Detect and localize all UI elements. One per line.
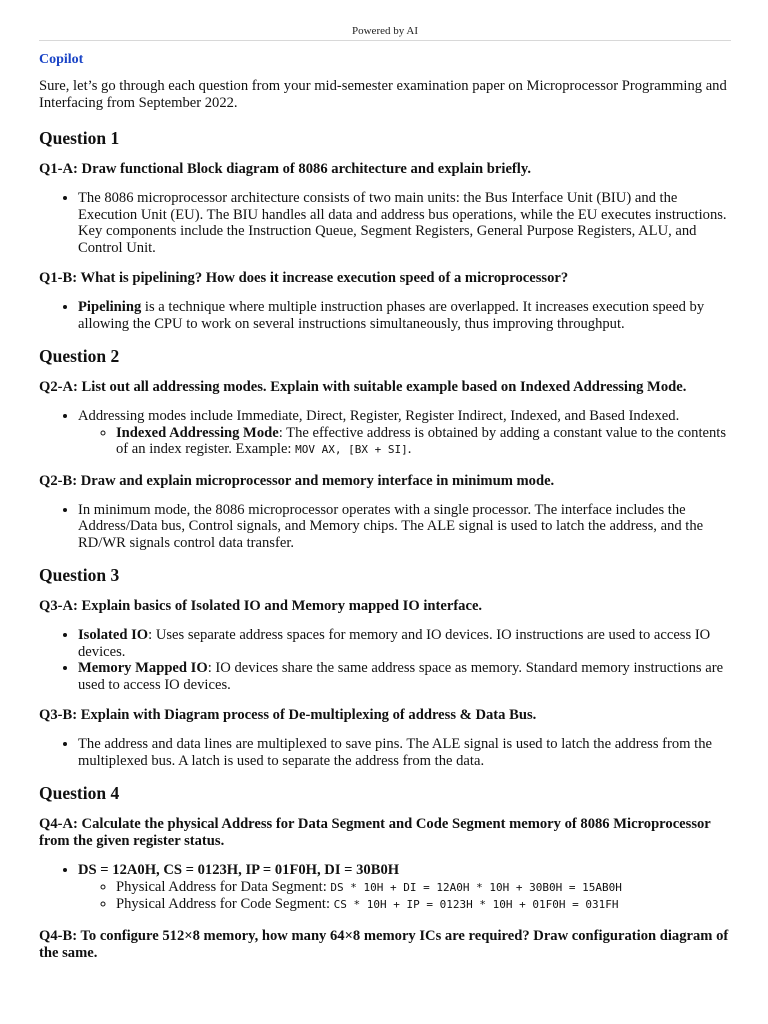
list-item xyxy=(78,408,731,459)
list-item-text: is a technique where multiple instruction phases are overlapped. It increases execution speed by allowing the CPU to work on several instructions simultaneously, thus improving throughput. xyxy=(78,299,705,332)
q1b-heading: Q1-B: What is pipelining? How does it increase execution speed of a microprocessor? xyxy=(39,270,569,286)
question-1-heading: Question 1 xyxy=(39,128,120,148)
q2a-answer-list xyxy=(39,408,731,459)
sender-name: Copilot xyxy=(39,52,84,67)
chat-response xyxy=(39,52,731,974)
intro-paragraph: Sure, let’s go through each question from your mid-semester examination paper on Microprocessor Programming and Interfacing from September 2022. xyxy=(39,78,727,111)
q3b-heading: Q3-B: Explain with Diagram process of De-multiplexing of address & Data Bus. xyxy=(39,707,537,723)
q3b-answer-list xyxy=(39,736,731,769)
sub-list-item xyxy=(116,879,731,897)
q1a-heading: Q1-A: Draw functional Block diagram of 8086 architecture and explain briefly. xyxy=(39,161,531,177)
term-pipelining: Pipelining xyxy=(78,299,142,315)
sub-list-item-text: : The effective address is obtained by adding a constant value to the contents of an index register. Example: xyxy=(116,424,727,457)
powered-by-label: Powered by AI xyxy=(352,25,418,37)
list-item: • The 8086 microprocessor architecture consists of two main units: the Bus Interface Unit (BIU) and the Execution Unit (EU). The BIU handles all data and address bus operations, while the EU executes instructions. Key components include the Instruction Queue, Segment Registers, General Purpose Registers, ALU, and Control Unit. xyxy=(78,190,731,256)
code-formula: DS * 10H + DI = 12A0H * 10H + 30B0H = 15AB0H xyxy=(330,880,622,894)
code-example: MOV AX, [BX + SI] xyxy=(295,443,408,456)
q2a-sub-list xyxy=(78,425,731,459)
page-header xyxy=(39,0,731,41)
question-4-heading: Question 4 xyxy=(39,783,120,803)
q4b-heading: Q4-B: To configure 512×8 memory, how many 64×8 memory ICs are required? Draw configuration diagram of the same. xyxy=(39,927,729,961)
term-indexed-addressing: Indexed Addressing Mode xyxy=(116,424,279,441)
q2b-heading: Q2-B: Draw and explain microprocessor and memory interface in minimum mode. xyxy=(39,472,555,489)
q4a-sub-list xyxy=(78,879,731,914)
sub-list-item-text: Physical Address for Code Segment: xyxy=(116,896,334,912)
register-values: DS = 12A0H, CS = 0123H, IP = 01F0H, DI = 30B0H xyxy=(78,862,400,878)
q2a-heading: Q2-A: List out all addressing modes. Explain with suitable example based on Indexed Addressing Mode. xyxy=(39,379,687,395)
sub-list-item-end: . xyxy=(407,441,412,457)
list-item-text: : IO devices share the same address space as memory. Standard memory instructions are used to access IO devices. xyxy=(78,660,724,693)
term-isolated-io: Isolated IO xyxy=(78,627,149,643)
list-item: • In minimum mode, the 8086 microprocessor operates with a single processor. The interface includes the Address/Data bus, Control signals, and Memory chips. The ALE signal is used to latch the address, and the RD/WR signals control data transfer. xyxy=(78,502,731,552)
sub-list-item xyxy=(116,425,731,459)
q4a-heading: Q4-A: Calculate the physical Address for Data Segment and Code Segment memory of 8086 Microprocessor from the given register status. xyxy=(39,816,711,849)
q3a-heading: Q3-A: Explain basics of Isolated IO and Memory mapped IO interface. xyxy=(39,598,483,614)
q1b-answer-list xyxy=(39,299,731,332)
list-item-text: : Uses separate address spaces for memory and IO devices. IO instructions are used to access IO devices. xyxy=(78,627,711,660)
sub-list-item xyxy=(116,896,731,914)
list-item xyxy=(78,299,731,332)
list-item-text: Addressing modes include Immediate, Direct, Register, Register Indirect, Indexed, and Based Indexed. xyxy=(78,408,680,424)
list-item xyxy=(78,862,731,914)
q1a-answer-list xyxy=(39,190,731,256)
q2b-answer-list xyxy=(39,502,731,552)
question-3-heading: Question 3 xyxy=(39,565,120,585)
list-item xyxy=(78,660,731,693)
list-item xyxy=(78,627,731,660)
q4a-answer-list xyxy=(39,862,731,914)
code-formula: CS * 10H + IP = 0123H * 10H + 01F0H = 031FH xyxy=(333,898,619,911)
sub-list-item-text: Physical Address for Data Segment: xyxy=(116,878,331,895)
list-item: • The address and data lines are multiplexed to save pins. The ALE signal is used to latch the address from the multiplexed bus. A latch is used to separate the address from the data. xyxy=(78,736,731,769)
term-memory-mapped-io: Memory Mapped IO xyxy=(78,660,208,676)
q3a-answer-list xyxy=(39,627,731,693)
question-2-heading: Question 2 xyxy=(39,346,120,366)
